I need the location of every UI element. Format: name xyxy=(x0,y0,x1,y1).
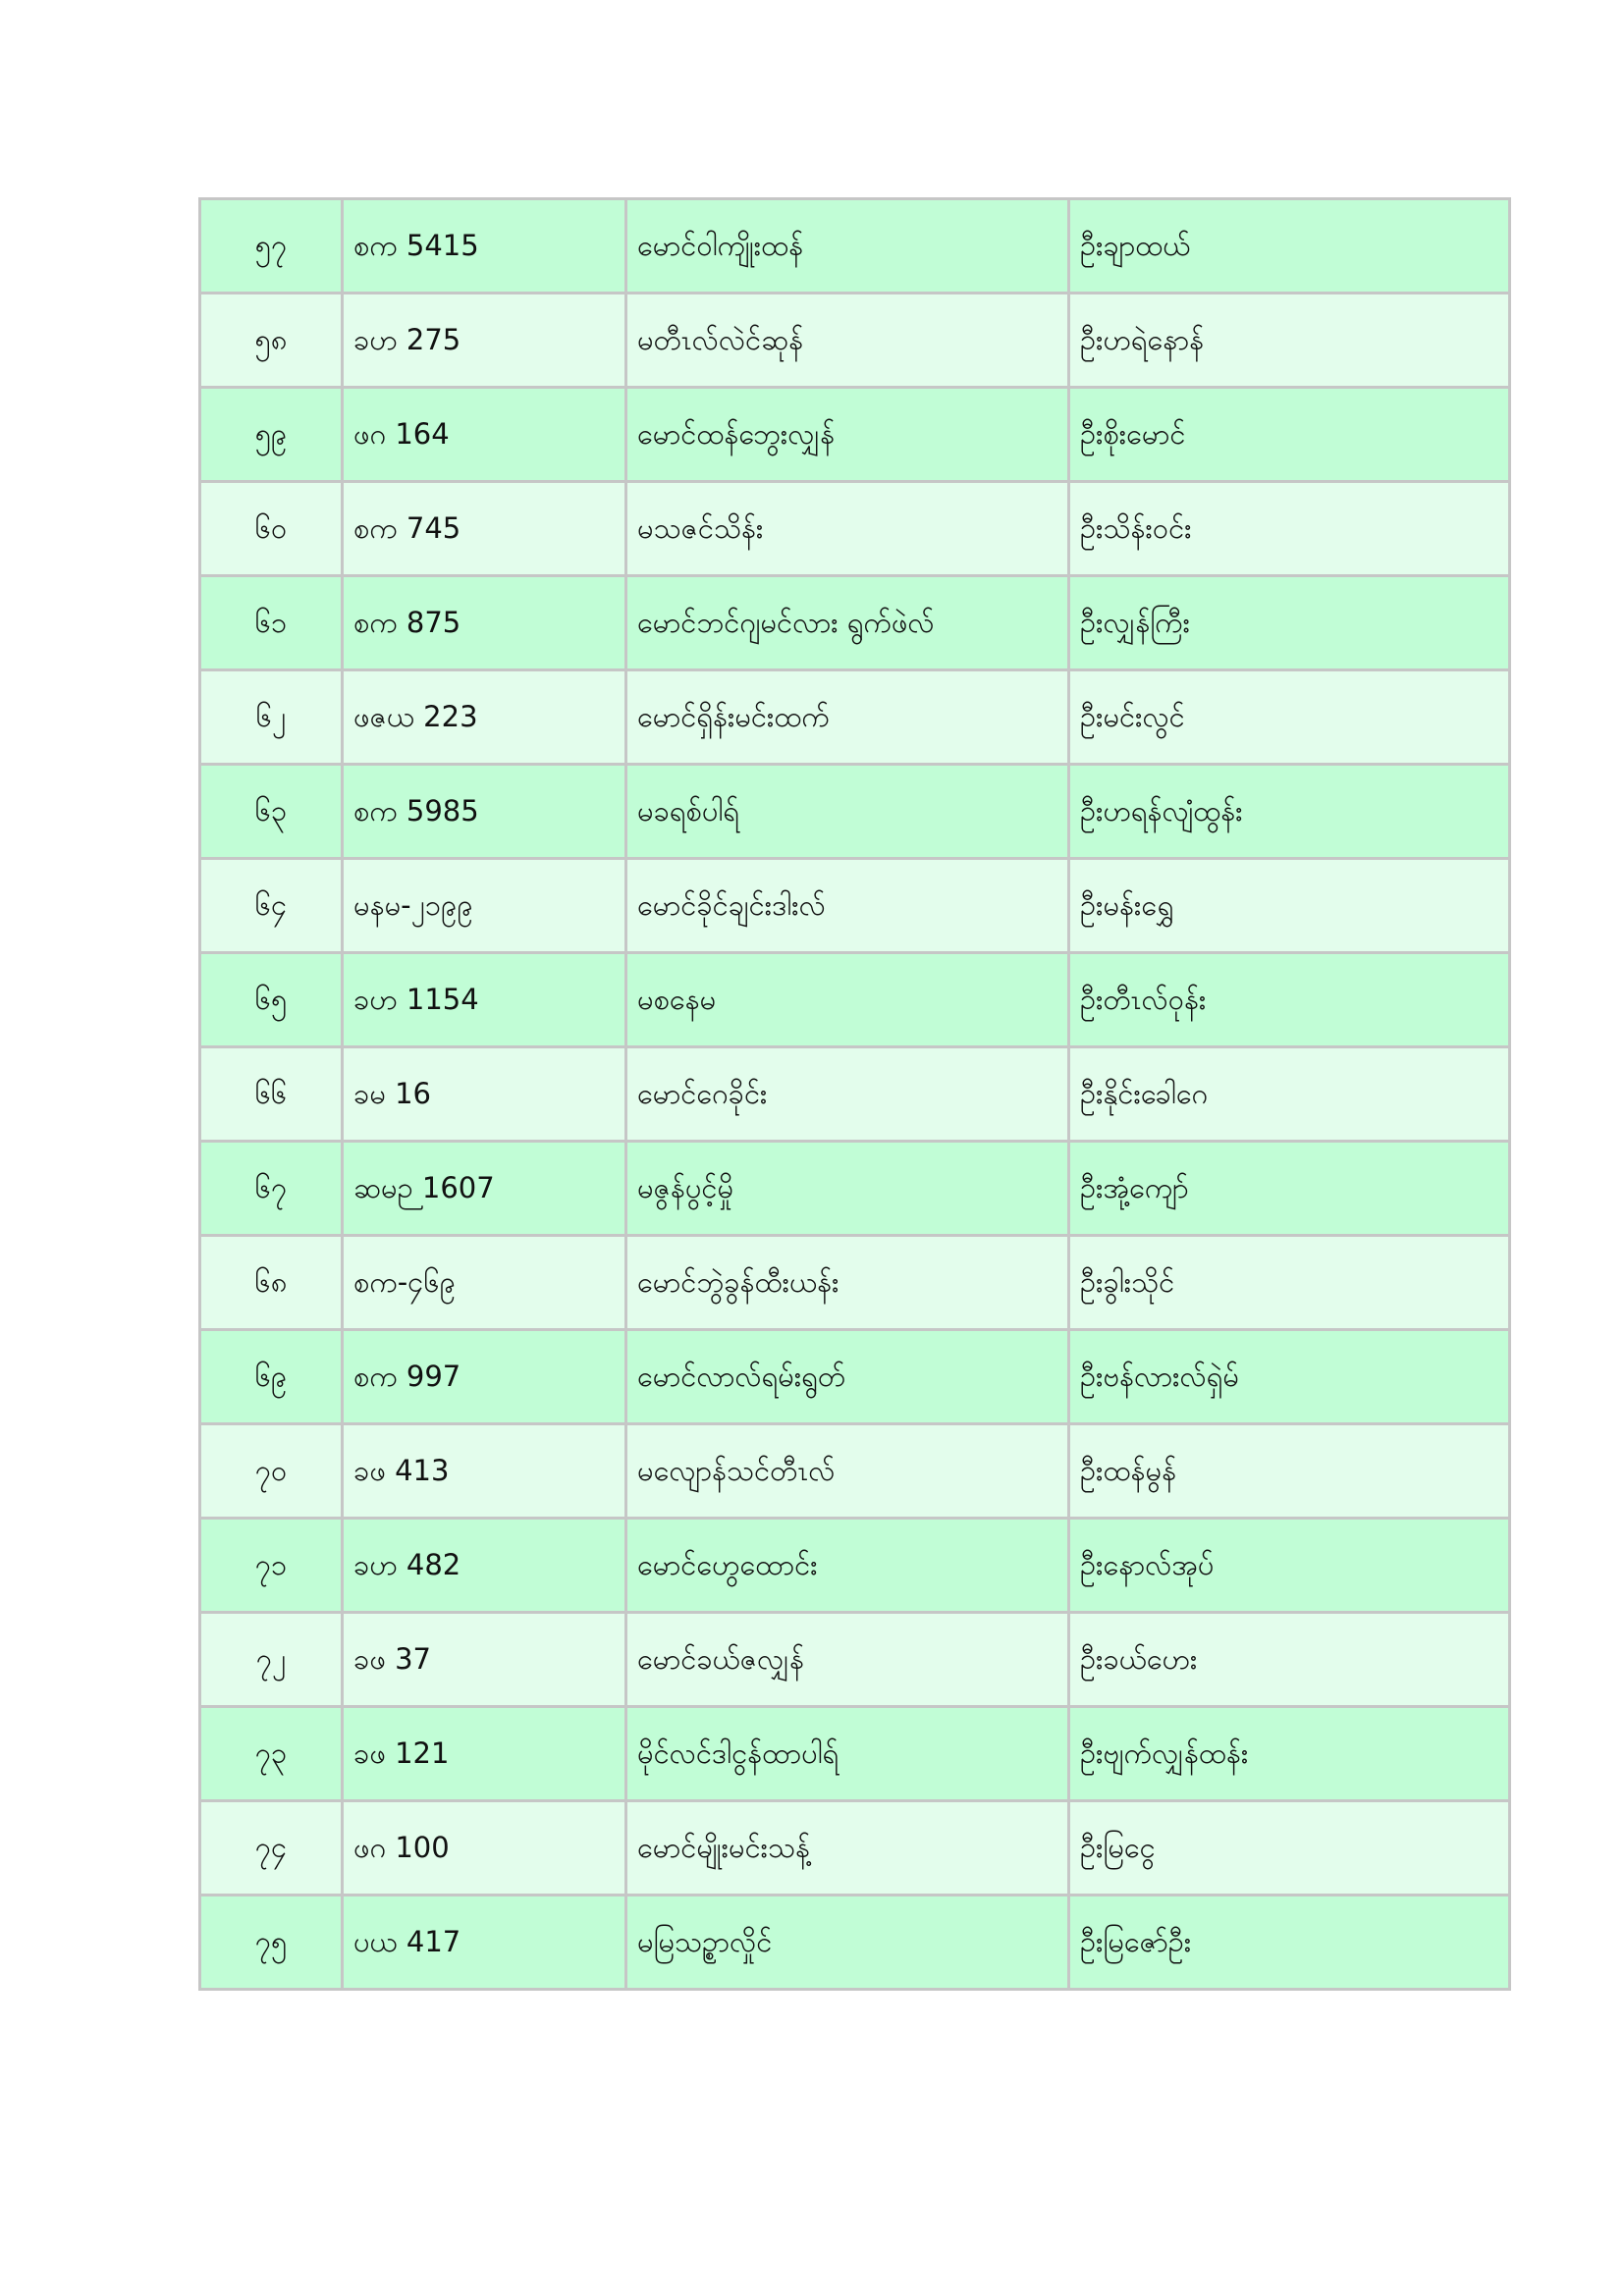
registration-id-cell: ခမ 16 xyxy=(343,1047,626,1142)
row-number-cell: ၇၄ xyxy=(200,1801,343,1896)
row-number-cell: ၇၀ xyxy=(200,1424,343,1519)
student-name-cell: မသဇင်သိန်း xyxy=(626,482,1069,576)
father-name-cell: ဦးတီၤလ်ဝုန်း xyxy=(1069,953,1510,1047)
father-name-cell: ဦးဟရန်လျံထွန်း xyxy=(1069,765,1510,859)
row-number-cell: ၇၁ xyxy=(200,1519,343,1613)
registration-id-cell: ဖဂ 100 xyxy=(343,1801,626,1896)
father-name-cell: ဦးသိန်းဝင်း xyxy=(1069,482,1510,576)
father-name-cell: ဦးခယ်ဟေး xyxy=(1069,1613,1510,1707)
father-name-cell: ဦးစိုးမောင် xyxy=(1069,388,1510,482)
student-name-cell: မမြသဥ္စာလှိုင် xyxy=(626,1896,1069,1990)
registration-id-cell: စက 997 xyxy=(343,1330,626,1424)
registration-id-cell: ဖဂ 164 xyxy=(343,388,626,482)
father-name-cell: ဦးချာထယ် xyxy=(1069,199,1510,294)
father-name-cell: ဦးမြငွေ xyxy=(1069,1801,1510,1896)
father-name-cell: ဦးနောလ်အုပ် xyxy=(1069,1519,1510,1613)
row-number-cell: ၆၄ xyxy=(200,859,343,953)
row-number-cell: ၅၈ xyxy=(200,294,343,388)
table-row xyxy=(200,294,1510,388)
student-name-cell: မောင်ဘွဲခွန်ထီးယန်း xyxy=(626,1236,1069,1330)
father-name-cell: ဦးမန်းရွှေ xyxy=(1069,859,1510,953)
table-row xyxy=(200,576,1510,670)
student-name-cell: မောင်လာလ်ရမ်းရွတ် xyxy=(626,1330,1069,1424)
row-number-cell: ၆၇ xyxy=(200,1142,343,1236)
student-name-cell: မောင်ခယ်ဇလျှန် xyxy=(626,1613,1069,1707)
father-name-cell: ဦးအုံ့ကျော် xyxy=(1069,1142,1510,1236)
row-number-cell: ၆၀ xyxy=(200,482,343,576)
father-name-cell: ဦးဗန်လားလ်ရှဲမ် xyxy=(1069,1330,1510,1424)
student-name-cell: မောင်မျိုးမင်းသန့် xyxy=(626,1801,1069,1896)
father-name-cell: ဦးဗျက်လျှန်ထန်း xyxy=(1069,1707,1510,1801)
table-row xyxy=(200,1519,1510,1613)
student-name-cell: မောင်ဘင်ဂျမင်လား ရွက်ဖဲလ် xyxy=(626,576,1069,670)
student-name-cell: မောင်ဝါကျိုးထန် xyxy=(626,199,1069,294)
table-row xyxy=(200,859,1510,953)
row-number-cell: ၆၈ xyxy=(200,1236,343,1330)
table-row xyxy=(200,388,1510,482)
registration-id-cell: မနမ-၂၁၉၉ xyxy=(343,859,626,953)
row-number-cell: ၆၉ xyxy=(200,1330,343,1424)
table-row xyxy=(200,1707,1510,1801)
registration-id-cell: ဆမဉ 1607 xyxy=(343,1142,626,1236)
row-number-cell: ၆၅ xyxy=(200,953,343,1047)
table-row xyxy=(200,1330,1510,1424)
student-name-cell: မောင်ရှိန်းမင်းထက် xyxy=(626,670,1069,765)
registration-id-cell: ခဖ 121 xyxy=(343,1707,626,1801)
father-name-cell: ဦးထန်မွန် xyxy=(1069,1424,1510,1519)
registration-id-cell: ဖဇယ 223 xyxy=(343,670,626,765)
registration-id-cell: ခဟ 275 xyxy=(343,294,626,388)
table-row xyxy=(200,482,1510,576)
student-name-cell: မတီၤလ်လဲင်ဆုန် xyxy=(626,294,1069,388)
father-name-cell: ဦးမင်းလွင် xyxy=(1069,670,1510,765)
registration-id-cell: စက-၄၆၉ xyxy=(343,1236,626,1330)
roster-body xyxy=(200,199,1510,1990)
table-row xyxy=(200,670,1510,765)
table-row xyxy=(200,765,1510,859)
table-row xyxy=(200,1142,1510,1236)
student-name-cell: မလျောန်သင်တီၤလ် xyxy=(626,1424,1069,1519)
table-row xyxy=(200,953,1510,1047)
registration-id-cell: ခဟ 482 xyxy=(343,1519,626,1613)
student-name-cell: မောင်ဂေခိုင်း xyxy=(626,1047,1069,1142)
table-row xyxy=(200,1236,1510,1330)
registration-id-cell: ခဖ 413 xyxy=(343,1424,626,1519)
row-number-cell: ၆၁ xyxy=(200,576,343,670)
row-number-cell: ၅၇ xyxy=(200,199,343,294)
student-name-cell: မိုင်လင်ဒါငွန်ထာပါရ် xyxy=(626,1707,1069,1801)
registration-id-cell: စက 5415 xyxy=(343,199,626,294)
row-number-cell: ၆၃ xyxy=(200,765,343,859)
row-number-cell: ၆၂ xyxy=(200,670,343,765)
row-number-cell: ၅၉ xyxy=(200,388,343,482)
father-name-cell: ဦးဟရဲနောန် xyxy=(1069,294,1510,388)
registration-id-cell: ခဖ 37 xyxy=(343,1613,626,1707)
student-name-cell: မစနေမ xyxy=(626,953,1069,1047)
student-name-cell: မောင်ထန်ဘွေးလျှန် xyxy=(626,388,1069,482)
table-row xyxy=(200,1613,1510,1707)
row-number-cell: ၇၅ xyxy=(200,1896,343,1990)
student-name-cell: မောင်ခိုင်ချင်းဒါးလ် xyxy=(626,859,1069,953)
registration-id-cell: စက 5985 xyxy=(343,765,626,859)
table-row xyxy=(200,1896,1510,1990)
student-name-cell: မဇွန်ပွင့်မှို xyxy=(626,1142,1069,1236)
student-roster-table xyxy=(198,197,1511,1991)
table-row xyxy=(200,199,1510,294)
row-number-cell: ၇၃ xyxy=(200,1707,343,1801)
father-name-cell: ဦးလျှန်ကြီး xyxy=(1069,576,1510,670)
father-name-cell: ဦးနိုင်းခေါဂေ xyxy=(1069,1047,1510,1142)
row-number-cell: ၆၆ xyxy=(200,1047,343,1142)
row-number-cell: ၇၂ xyxy=(200,1613,343,1707)
registration-id-cell: စက 745 xyxy=(343,482,626,576)
father-name-cell: ဦးမြဇော်ဦး xyxy=(1069,1896,1510,1990)
student-name-cell: မောင်ဟွေထောင်း xyxy=(626,1519,1069,1613)
table-row xyxy=(200,1801,1510,1896)
father-name-cell: ဦးခွါးသိုင် xyxy=(1069,1236,1510,1330)
student-name-cell: မခရစ်ပါရ် xyxy=(626,765,1069,859)
table-row xyxy=(200,1424,1510,1519)
registration-id-cell: ပယ 417 xyxy=(343,1896,626,1990)
registration-id-cell: စက 875 xyxy=(343,576,626,670)
table-row xyxy=(200,1047,1510,1142)
registration-id-cell: ခဟ 1154 xyxy=(343,953,626,1047)
